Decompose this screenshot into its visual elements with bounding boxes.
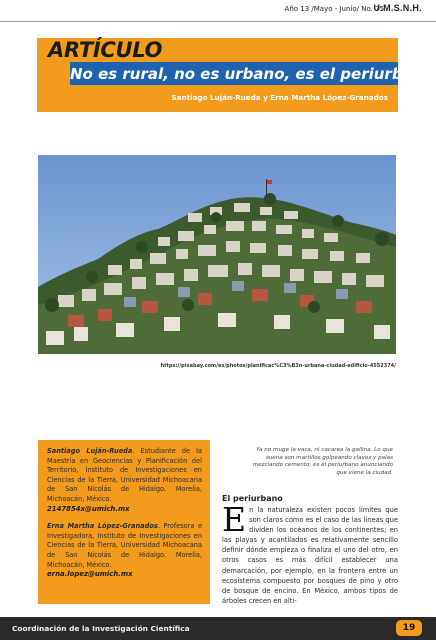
section-subheading: El periurbano <box>222 494 283 503</box>
page-number: 19 <box>396 620 422 636</box>
article-authors: Santiago Luján-Rueda y Erna Martha López-Granados <box>171 93 388 102</box>
hillside-town-photo <box>38 155 396 354</box>
article-title: No es rural, no es urbano, es el periurbano <box>70 65 434 83</box>
issue-info: Año 13 /Mayo - Junio/ No. 75 <box>284 5 384 13</box>
running-header <box>0 0 436 26</box>
footer-text: Coordinación de la Investigación Científica <box>12 624 190 633</box>
body-text <box>222 500 398 606</box>
title-bar <box>70 62 434 85</box>
photo-credit: https://pixabay.com/es/photos/planificac%C3%B3n-urbana-ciudad-edificio-4552374/ <box>160 363 396 369</box>
publication-name: U.M.S.N.H. <box>373 3 422 13</box>
author1-description: . Estudiante de la Maestría en Geociencias y Planificación del Territorio, Instituto de Investigaciones en Ciencias de la Tierra, Universidad Michoacana de San Nicolás de Hidalgo. Morelia, Michoacán, México. <box>47 447 202 503</box>
section-label: ARTÍCULO <box>48 38 163 62</box>
author2-name: Erna Martha López-Granados <box>47 522 158 531</box>
author1-bio <box>47 447 202 514</box>
author1-name: Santiago Luján-Rueda <box>47 447 133 455</box>
author2-email: erna.lopez@umich.mx <box>47 570 133 579</box>
author2-bio <box>47 522 202 580</box>
body-paragraph: n la naturaleza existen pocos límites que son claros como es el caso de las líneas que dividen los océanos de los continentes; en las playas y acantilados es relativamente sencillo definir dónde empieza o finaliza el uno del otro, en otros casos es más difícil establecer una demarcación, por ejemplo, en la frontera entre un ecosistema compuesto por bosques de pino y otro de bosque de encino. En México, ambos tipos de árboles crecen en alti- <box>222 506 398 605</box>
author-bio-panel <box>38 440 210 604</box>
drop-cap: E <box>222 500 247 539</box>
epigraph: Ya no muge la vaca, ni cacarea la gallina. Lo que suena son martillos golpeando clavos y palas mezclando cemento; es el periurbano anunciando que viene la ciudad. <box>252 447 393 476</box>
page-footer <box>0 617 436 640</box>
header-rule <box>0 21 436 22</box>
author2-description: . Profesora e Investigadora, Instituto de Investigaciones en Ciencias de la Tierra, Universidad Michoacana de San Nicolás de Hidalgo. Morelia, Michoacán, México. <box>47 522 203 569</box>
author1-email: 2147854x@umich.mx <box>47 504 130 513</box>
